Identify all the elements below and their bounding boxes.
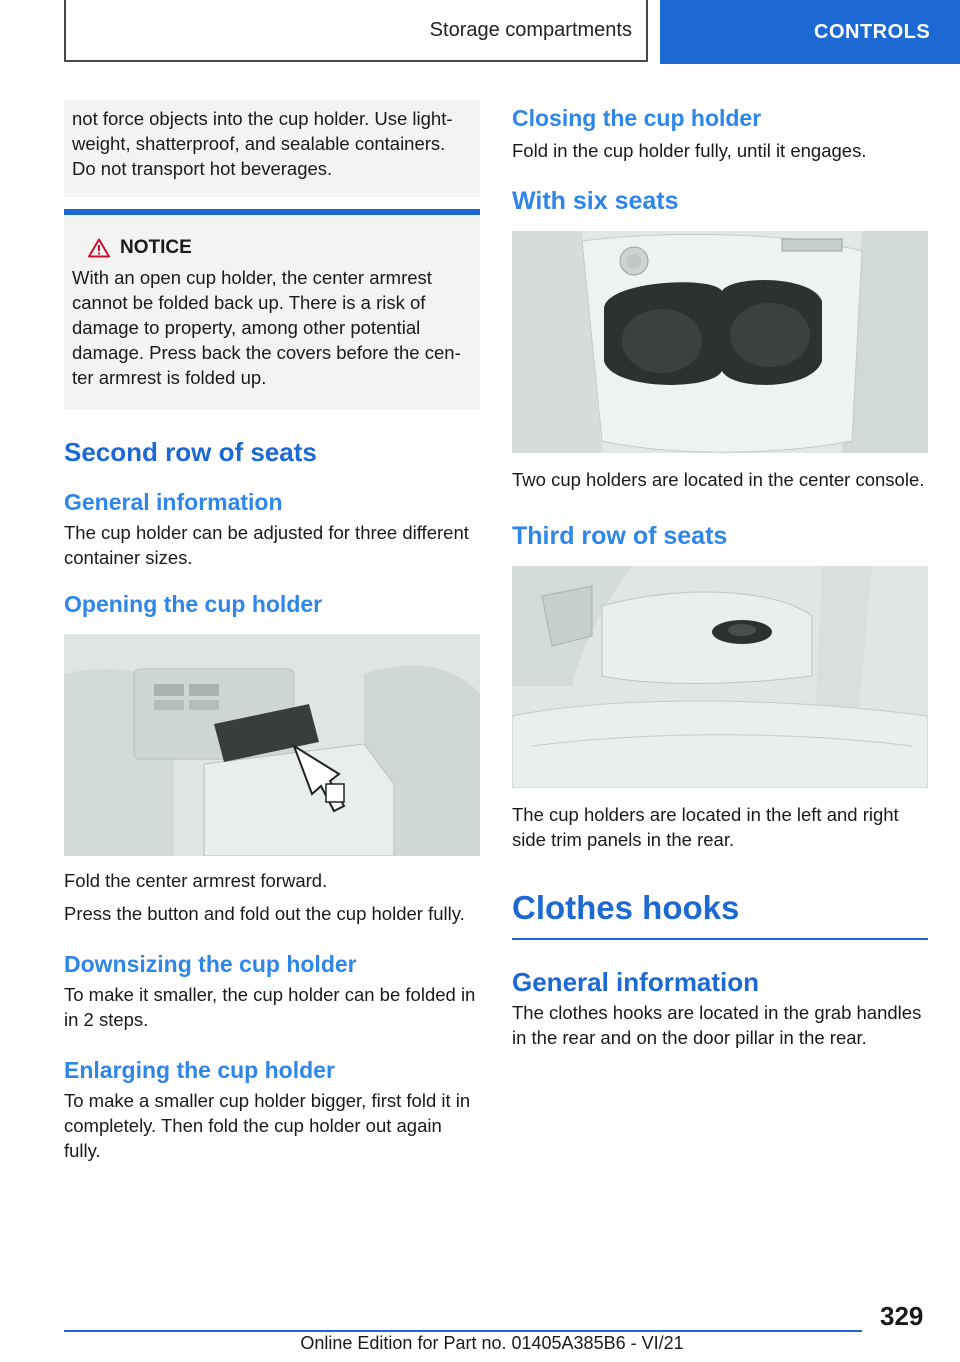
notice-callout (64, 209, 480, 410)
right-column (512, 100, 928, 1050)
second-row-heading: Second row of seats (64, 437, 317, 467)
downsizing-heading: Downsizing the cup holder (64, 951, 357, 977)
clothes-hooks-heading: Clothes hooks (512, 889, 740, 926)
armrest-photo (64, 634, 480, 856)
page-number: 329 (880, 1301, 924, 1331)
callout-text: not force objects into the cup holder. Use lightweight, shatterproof, and sealable containers. Do not transport hot beverages. (72, 108, 453, 179)
warning-callout-continued (64, 100, 480, 197)
opening-step2-text: Press the button and fold out the cup holder fully. (64, 903, 465, 924)
notice-text: With an open cup holder, the center armrest cannot be folded back up. There is a risk of damage to property, among other potential damage. Press back the covers before the center armrest is folded up. (72, 267, 461, 388)
clothes-general-heading: General information (512, 967, 760, 997)
six-seats-text: Two cup holders are located in the center console. (512, 469, 925, 490)
center-console-illustration (512, 231, 928, 453)
downsizing-text: To make it smaller, the cup holder can be folded in in 2 steps. (64, 984, 476, 1030)
side-trim-illustration (512, 566, 928, 788)
six-seats-heading: With six seats (512, 187, 679, 215)
closing-heading: Closing the cup holder (512, 105, 762, 131)
enlarging-text: To make a smaller cup holder bigger, first fold it in completely. Then fold the cup holder out again fully. (64, 1090, 471, 1161)
notice-heading (72, 237, 472, 259)
side-trim-photo (512, 566, 928, 788)
third-row-heading: Third row of seats (512, 522, 728, 550)
closing-text: Fold in the cup holder fully, until it engages. (512, 140, 867, 161)
footer-edition (0, 1333, 960, 1354)
header-chapter-title: CONTROLS (814, 20, 931, 43)
third-row-text: The cup holders are located in the left and right side trim panels in the rear. (512, 804, 899, 850)
footer-edition-text: Online Edition for Part no. 01405A385B6 - VI/21 (300, 1333, 684, 1353)
left-column (64, 100, 480, 1163)
header-section-title: Storage compartments (429, 18, 632, 41)
notice-title: NOTICE (120, 237, 192, 258)
opening-step1-text: Fold the center armrest forward. (64, 870, 328, 891)
warning-triangle-icon (88, 238, 110, 258)
general-info-heading: General information (64, 489, 283, 515)
enlarging-heading: Enlarging the cup holder (64, 1057, 335, 1083)
armrest-illustration (64, 634, 480, 856)
footer-rule (64, 1330, 862, 1332)
header-section-box (64, 0, 648, 62)
clothes-general-text: The clothes hooks are located in the grab handles in the rear and on the door pillar in the rear. (512, 1002, 922, 1048)
general-info-text: The cup holder can be adjusted for three different container sizes. (64, 522, 469, 568)
center-console-photo (512, 231, 928, 453)
opening-heading: Opening the cup holder (64, 591, 323, 617)
header-chapter-tab (660, 0, 960, 64)
